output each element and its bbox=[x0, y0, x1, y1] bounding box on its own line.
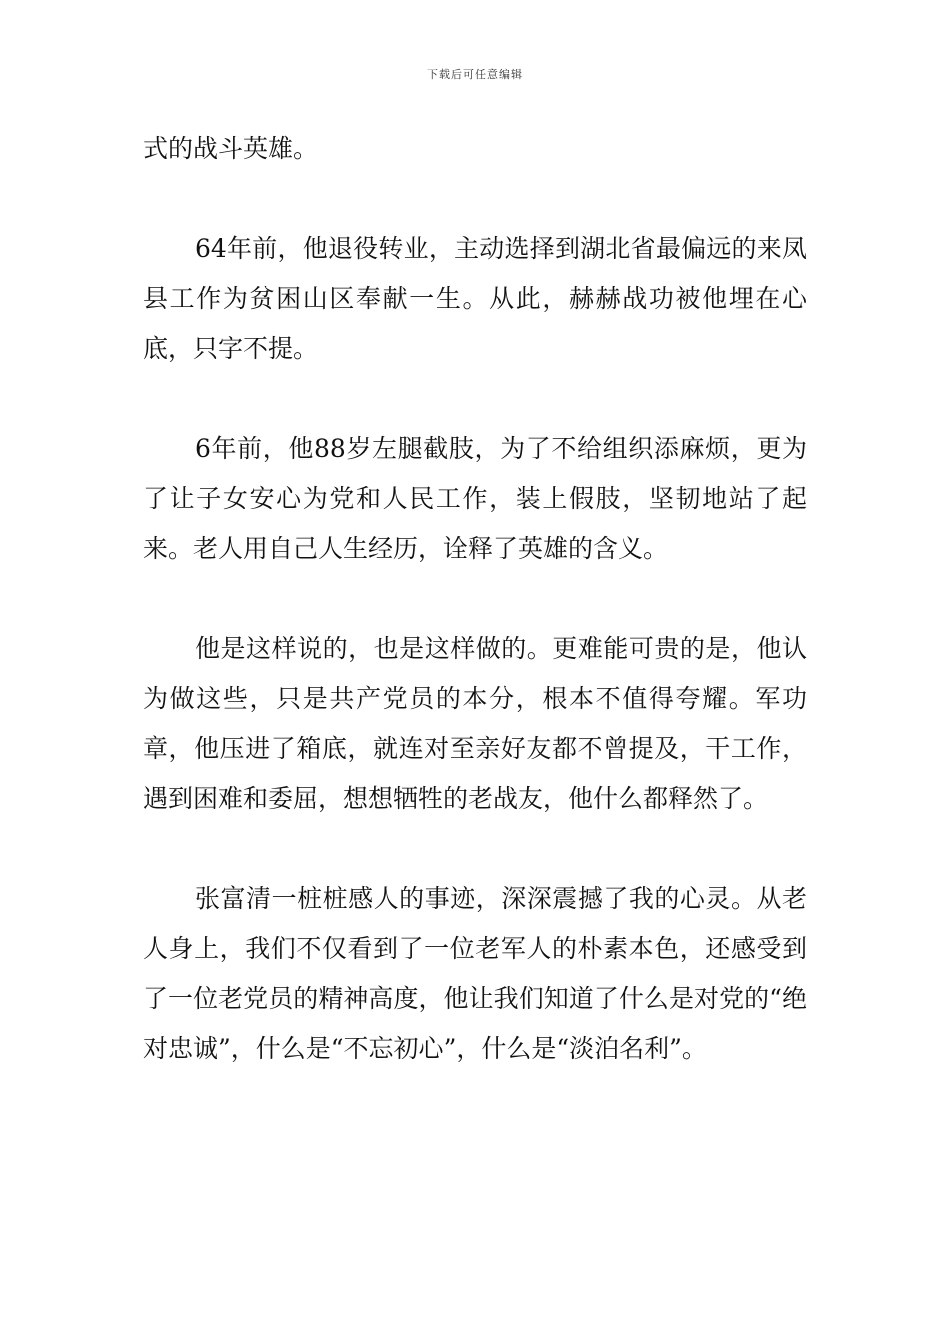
paragraph: 他是这样说的，也是这样做的。更难能可贵的是，他认为做这些，只是共产党员的本分，根本不值得夸耀。军功章，他压进了箱底，就连对至亲好友都不曾提及，干工作，遇到困难和委屈，想想牺牲的老战友，他什么都释然了。 bbox=[143, 634, 807, 813]
paragraph: 64年前，他退役转业，主动选择到湖北省最偏远的来凤县工作为贫困山区奉献一生。从此，赫赫战功被他埋在心底，只字不提。 bbox=[143, 234, 807, 363]
page-header-note: 下载后可任意编辑 bbox=[427, 68, 523, 81]
paragraph-continuation: 式的战斗英雄。 bbox=[143, 134, 319, 163]
paragraph: 张富清一桩桩感人的事迹，深深震撼了我的心灵。从老人身上，我们不仅看到了一位老军人的朴素本色，还感受到了一位老党员的精神高度，他让我们知道了什么是对党的“绝对忠诚”，什么是“不忘初心”，什么是“淡泊名利”。 bbox=[143, 884, 807, 1063]
paragraph: 6年前，他88岁左腿截肢，为了不给组织添麻烦，更为了让子女安心为党和人民工作，装上假肢，坚韧地站了起来。老人用自己人生经历，诠释了英雄的含义。 bbox=[143, 434, 807, 563]
document-body bbox=[143, 124, 807, 1124]
